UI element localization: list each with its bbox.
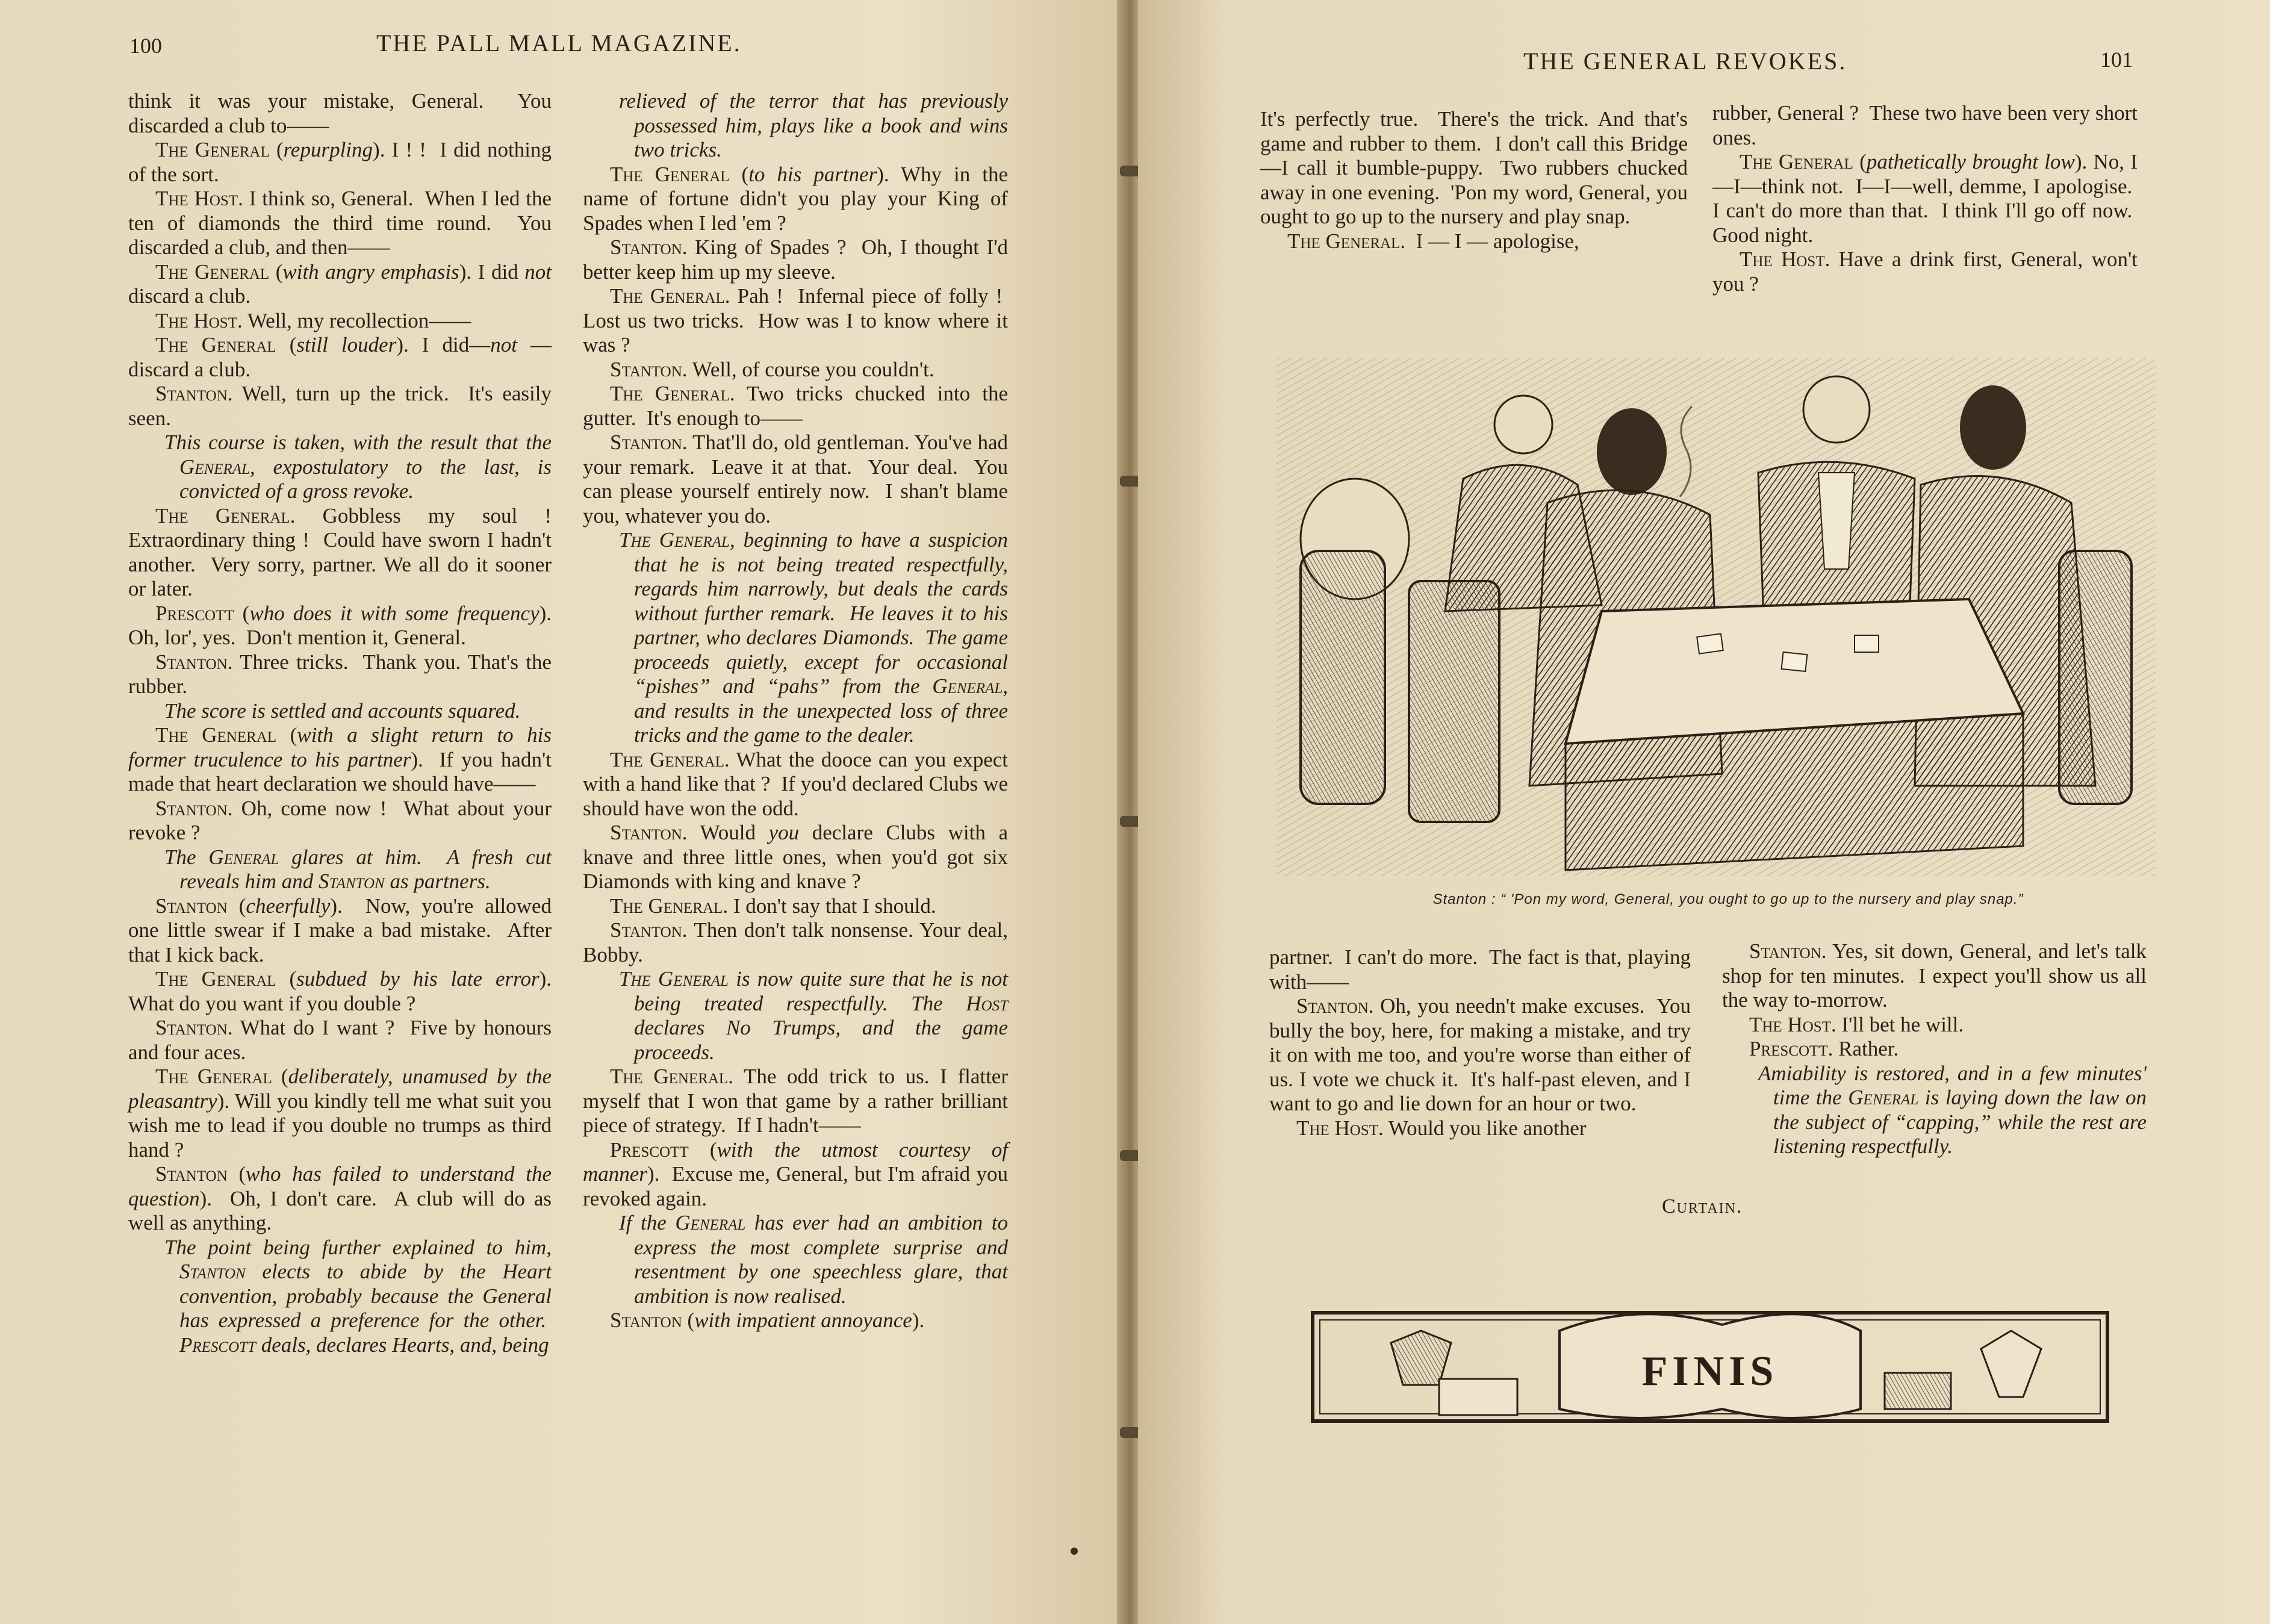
finis-tailpiece bbox=[1301, 1289, 2119, 1445]
illustration-caption: Stanton : “ 'Pon my word, General, you ought to go up to the nursery and play snap.” bbox=[1432, 891, 2024, 907]
dialogue-line: The General. Gobbless my soul ! Extraordinary thing ! Could have sworn I hadn't another. Very sorry, partner. We all do it sooner or later. bbox=[128, 503, 552, 600]
dialogue-line: The General (to his partner). Why in the name of fortune didn't you play your King of Spades when I led 'em ? bbox=[583, 162, 1008, 235]
dialogue-line: The General. Two tricks chucked into the gutter. It's enough to—— bbox=[583, 382, 1008, 430]
stage-direction: The score is settled and accounts squared. bbox=[164, 698, 521, 723]
dialogue-line: Prescott. Rather. bbox=[1749, 1037, 1899, 1060]
dialogue-line: The General. The odd trick to us. I flatter myself that I won that game by a rather brilliant piece of strategy. If I hadn't—— bbox=[583, 1065, 1008, 1137]
stage-direction: This course is taken, with the result that the General, expostulatory to the last, is convicted of a gross revoke. bbox=[164, 431, 552, 503]
dialogue-line: Stanton (who has failed to understand the question). Oh, I don't care. A club will do as well as anything. bbox=[128, 1162, 552, 1234]
stage-direction: The point being further explained to him, Stanton elects to abide by the Heart convention, probably because the General has expressed a preference for the other. Prescott deals, declares Hearts, and, being bbox=[164, 1235, 552, 1357]
dialogue-line: The General (deliberately, unamused by the pleasantry). Will you kindly tell me what suit you wish me to lead if you double no trumps as third hand ? bbox=[128, 1065, 552, 1162]
page-number: 101 bbox=[2100, 48, 2133, 72]
dialogue-line: Stanton. King of Spades ? Oh, I thought I'd better keep him up my sleeve. bbox=[583, 235, 1008, 284]
dialogue-line: The General. I — I — apologise, bbox=[1287, 229, 1579, 253]
dialogue-line: Stanton. What do I want ? Five by honours and four aces. bbox=[128, 1016, 552, 1064]
stage-direction: relieved of the terror that has previously possessed him, plays like a book and wins two tricks. bbox=[619, 89, 1008, 161]
dialogue-line: Stanton. Well, of course you couldn't. bbox=[610, 357, 934, 381]
dialogue-line: The General. I don't say that I should. bbox=[610, 894, 936, 918]
dialogue-line: Stanton. Oh, come now ! What about your revoke ? bbox=[128, 796, 552, 844]
dialogue-line: rubber, General ? These two have been very short ones. bbox=[1712, 101, 2138, 149]
text-column-1 bbox=[128, 89, 552, 1357]
dialogue-line: partner. I can't do more. The fact is that, playing with—— bbox=[1269, 945, 1691, 994]
dialogue-line: The General (with a slight return to his former truculence to his partner). If you hadn't made that heart declaration we should have—— bbox=[128, 723, 552, 795]
dialogue-line: Prescott (who does it with some frequency). Oh, lor', yes. Don't mention it, General. bbox=[128, 601, 552, 649]
text-column-1-bottom bbox=[1269, 945, 1691, 1140]
finis-label: FINIS bbox=[1641, 1348, 1779, 1395]
stage-direction: Amiability is restored, and in a few minutes' time the General is laying down the law on the subject of “capping,” while the rest are listening respectfully. bbox=[1758, 1061, 2147, 1158]
dialogue-line: Stanton. Oh, you needn't make excuses. You bully the boy, here, for making a mistake, and try it on with me too, and you're worse than either of us. I vote we chuck it. It's half-past eleven, and I want to go and lie down for an hour or two. bbox=[1269, 994, 1691, 1115]
dialogue-line: Stanton (with impatient annoyance). bbox=[610, 1308, 925, 1332]
dialogue-line: The Host. Have a drink first, General, won't you ? bbox=[1712, 247, 2138, 296]
curtain-line: Curtain. bbox=[1662, 1195, 1743, 1218]
text-column-1-top bbox=[1260, 107, 1688, 254]
running-head: THE PALL MALL MAGAZINE. bbox=[376, 30, 742, 57]
dialogue-line: Stanton. Yes, sit down, General, and let's talk shop for ten minutes. I expect you'll show us all the way to-morrow. bbox=[1722, 939, 2147, 1012]
dialogue-line: The General (with angry emphasis). I did not discard a club. bbox=[128, 260, 552, 308]
dialogue-line: The General (pathetically brought low). No, I—I—think not. I—I—well, demme, I apologise. I can't do more than that. I think I'll go off now. Good night. bbox=[1712, 150, 2138, 247]
stage-direction: The General is now quite sure that he is not being treated respectfully. The Host declares No Trumps, and the game proceeds. bbox=[619, 967, 1009, 1064]
dialogue-line: The General. What the dooce can you expect with a hand like that ? If you'd declared Clubs we should have won the odd. bbox=[583, 747, 1009, 820]
dialogue-line: Stanton (cheerfully). Now, you're allowed one little swear if I make a bad mistake. After that I kick back. bbox=[128, 894, 552, 966]
stage-direction: If the General has ever had an ambition to express the most complete surprise and resentment by one speechless glare, that ambition is now realised. bbox=[619, 1211, 1008, 1308]
dialogue-line: Stanton. Three tricks. Thank you. That's the rubber. bbox=[128, 650, 552, 698]
dialogue-line: The Host. I think so, General. When I led the ten of diamonds the third time round. You discarded a club, and then—— bbox=[128, 187, 552, 259]
stage-direction: The General glares at him. A fresh cut reveals him and Stanton as partners. bbox=[164, 845, 552, 893]
dialogue-line: The General (repurpling). I ! ! I did nothing of the sort. bbox=[128, 138, 552, 186]
dialogue-line: The Host. Well, my recollection—— bbox=[155, 308, 471, 332]
card-players-illustration bbox=[1264, 352, 2168, 888]
dialogue-line: The General (still louder). I did—not —discard a club. bbox=[128, 333, 552, 381]
dialogue-line: The Host. Would you like another bbox=[1296, 1116, 1587, 1140]
text-column-2-top bbox=[1712, 101, 2138, 296]
dialogue-line: Stanton. Would you declare Clubs with a knave and three little ones, when you'd got six Diamonds with king and knave ? bbox=[583, 821, 1009, 893]
running-head: THE GENERAL REVOKES. bbox=[1523, 48, 1847, 75]
dialogue-line: Prescott (with the utmost courtesy of manner). Excuse me, General, but I'm afraid you revoked again. bbox=[583, 1137, 1008, 1210]
dialogue-line: think it was your mistake, General. You discarded a club to—— bbox=[128, 89, 552, 137]
left-page bbox=[0, 0, 1126, 1624]
text-column-2 bbox=[583, 89, 1008, 1333]
dialogue-line: Stanton. Well, turn up the trick. It's easily seen. bbox=[128, 382, 552, 430]
dialogue-line: Stanton. Then don't talk nonsense. Your deal, Bobby. bbox=[583, 918, 1008, 966]
dialogue-line: The General (subdued by his late error). What do you want if you double ? bbox=[128, 967, 552, 1015]
dialogue-line: It's perfectly true. There's the trick. And that's game and rubber to them. I don't call this Bridge—I call it bumble-puppy. Two rubbers chucked away in one evening. 'Pon my word, General, you ought to go up to the nursery and play snap. bbox=[1260, 107, 1688, 228]
text-column-2-bottom bbox=[1722, 939, 2147, 1159]
dialogue-line: The Host. I'll bet he will. bbox=[1749, 1012, 1964, 1036]
dialogue-line: Stanton. That'll do, old gentleman. You've had your remark. Leave it at that. Your deal. You can please yourself entirely now. I shan't blame you, whatever you do. bbox=[583, 431, 1008, 527]
dialogue-line: The General. Pah ! Infernal piece of folly ! Lost us two tricks. How was I to know where it was ? bbox=[583, 284, 1008, 356]
ink-spot bbox=[1071, 1548, 1078, 1555]
stage-direction: The General, beginning to have a suspicion that he is not being treated respectfully, regards him narrowly, but deals the cards without further remark. He leaves it to his partner, who declares Diamonds. The game proceeds quietly, except for occasional “pishes” and “pahs” from the General, and results in the unexpected loss of three tricks and the game to the dealer. bbox=[619, 528, 1008, 747]
page-number: 100 bbox=[129, 34, 162, 58]
